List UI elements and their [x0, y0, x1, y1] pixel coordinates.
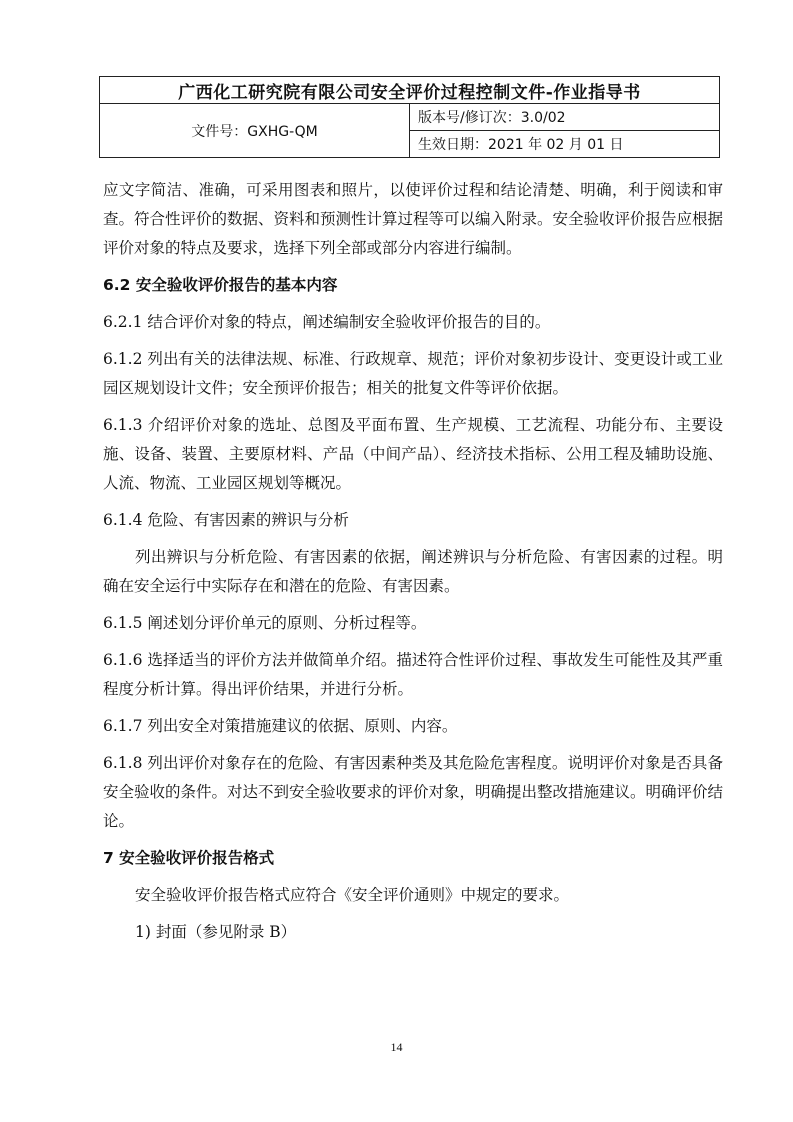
section-heading-6-2: 6.2 安全验收评价报告的基本内容: [103, 276, 338, 294]
paragraph-6-1-4: 6.1.4 危险、有害因素的辨识与分析: [103, 511, 349, 529]
paragraph-6-1-4-body: 列出辨识与分析危险、有害因素的依据，阐述辨识与分析危险、有害因素的过程。明确在安全运行中实际存在和潜在的危险、有害因素。: [103, 548, 723, 595]
header-file-number: 文件号：GXHG-QM: [100, 104, 410, 158]
paragraph-6-1-5: 6.1.5 阐述划分评价单元的原则、分析过程等。: [103, 614, 427, 632]
header-version: 版本号/修订次：3.0/02: [410, 104, 720, 131]
paragraph-6-1-2: 6.1.2 列出有关的法律法规、标准、行政规章、规范；评价对象初步设计、变更设计或工业园区规划设计文件；安全预评价报告；相关的批复文件等评价依据。: [103, 350, 723, 397]
paragraph-6-1-8: 6.1.8 列出评价对象存在的危险、有害因素种类及其危险危害程度。说明评价对象是否具备安全验收的条件。对达不到安全验收要求的评价对象，明确提出整改措施建议。明确评价结论。: [103, 754, 724, 830]
paragraph-6-2-1: 6.2.1 结合评价对象的特点，阐述编制安全验收评价报告的目的。: [103, 313, 551, 331]
document-body: [103, 176, 723, 947]
paragraph-6-1-7: 6.1.7 列出安全对策措施建议的依据、原则、内容。: [103, 717, 458, 735]
paragraph-6-1-3: 6.1.3 介绍评价对象的选址、总图及平面布置、生产规模、工艺流程、功能分布、主要设施、设备、装置、主要原材料、产品（中间产品）、经济技术指标、公用工程及辅助设施、人流、物流、工业园区规划等概况。: [103, 416, 723, 492]
list-item-cover: 1) 封面（参见附录 B）: [135, 923, 297, 941]
header-title: 广西化工研究院有限公司安全评价过程控制文件-作业指导书: [100, 77, 720, 104]
header-effective-date: 生效日期：2021 年 02 月 01 日: [410, 131, 720, 158]
paragraph-intro: 应文字简洁、准确，可采用图表和照片，以使评价过程和结论清楚、明确，利于阅读和审查。符合性评价的数据、资料和预测性计算过程等可以编入附录。安全验收评价报告应根据评价对象的特点及要求，选择下列全部或部分内容进行编制。: [103, 181, 724, 257]
paragraph-6-1-6: 6.1.6 选择适当的评价方法并做简单介绍。描述符合性评价过程、事故发生可能性及其严重程度分析计算。得出评价结果，并进行分析。: [103, 651, 723, 698]
page-number: 14: [390, 1040, 403, 1054]
document-header: [99, 76, 720, 158]
paragraph-7-format: 安全验收评价报告格式应符合《安全评价通则》中规定的要求。: [135, 886, 570, 904]
section-heading-7: 7 安全验收评价报告格式: [103, 849, 275, 867]
